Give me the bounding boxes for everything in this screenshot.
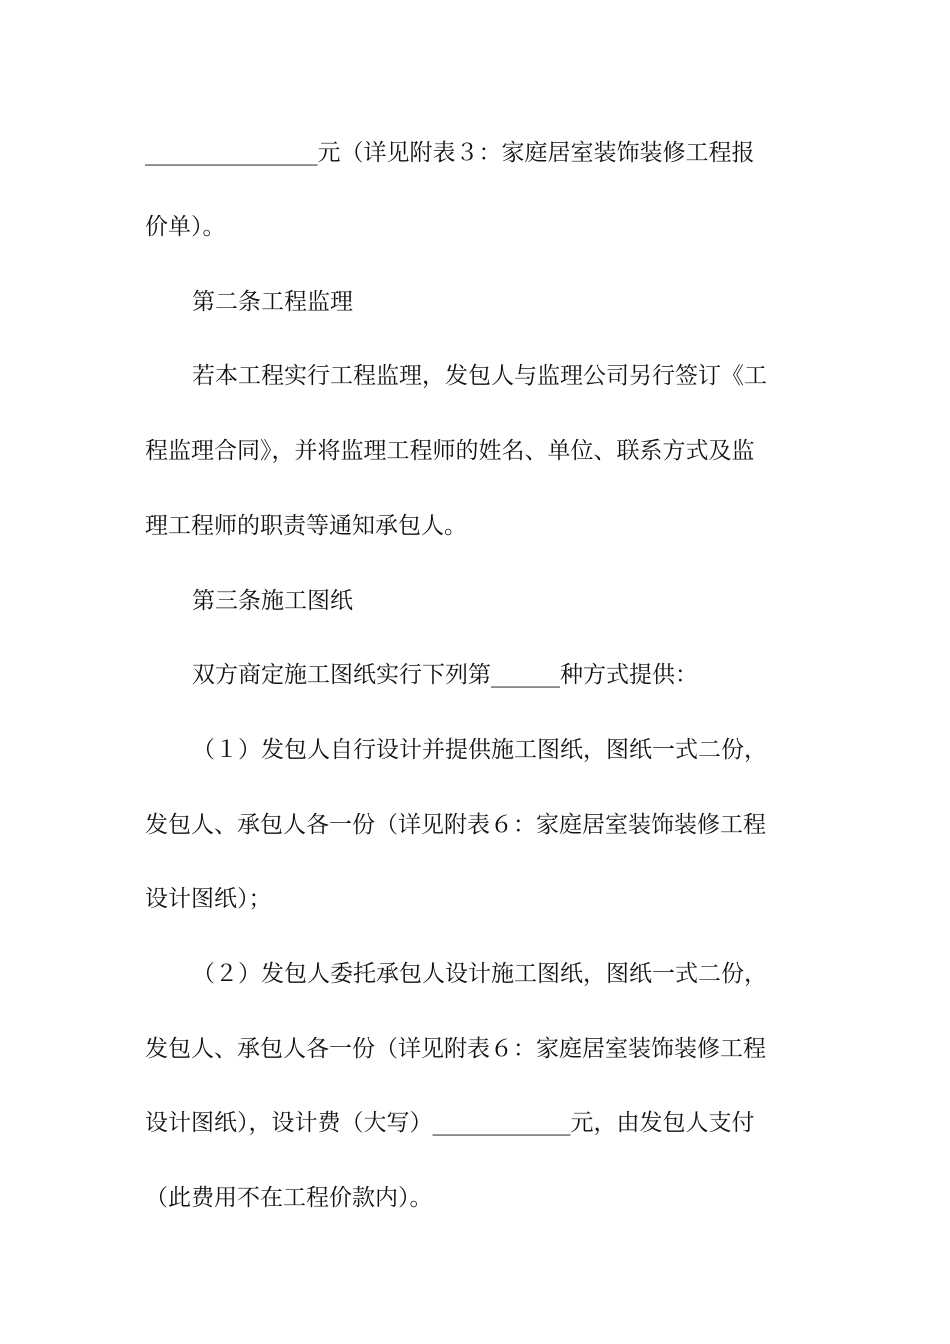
text-line: 理工程师的职责等通知承包人。	[145, 513, 467, 539]
text-line: （１）发包人自行设计并提供施工图纸，图纸一式二份，	[192, 737, 767, 763]
text-line: 发包人、承包人各一份（详见附表６：家庭居室装饰装修工程	[145, 812, 766, 838]
text-line: 若本工程实行工程监理，发包人与监理公司另行签订《工	[192, 363, 767, 389]
section-heading: 第二条工程监理	[192, 289, 353, 315]
text-line: 设计图纸），设计费（大写）____________元，由发包人支付	[145, 1110, 755, 1136]
text-line: _______________元（详见附表３：家庭居室装饰装修工程报	[145, 140, 755, 166]
text-line: 发包人、承包人各一份（详见附表６：家庭居室装饰装修工程	[145, 1036, 766, 1062]
text-line: 双方商定施工图纸实行下列第______种方式提供：	[192, 662, 698, 688]
section-heading: 第三条施工图纸	[192, 588, 353, 614]
text-line: （２）发包人委托承包人设计施工图纸，图纸一式二份，	[192, 961, 767, 987]
text-line: 价单）。	[145, 214, 226, 240]
text-line: 程监理合同》，并将监理工程师的姓名、单位、联系方式及监	[145, 438, 755, 464]
text-line: （此费用不在工程价款内）。	[145, 1185, 433, 1211]
text-line: 设计图纸）；	[145, 886, 272, 912]
